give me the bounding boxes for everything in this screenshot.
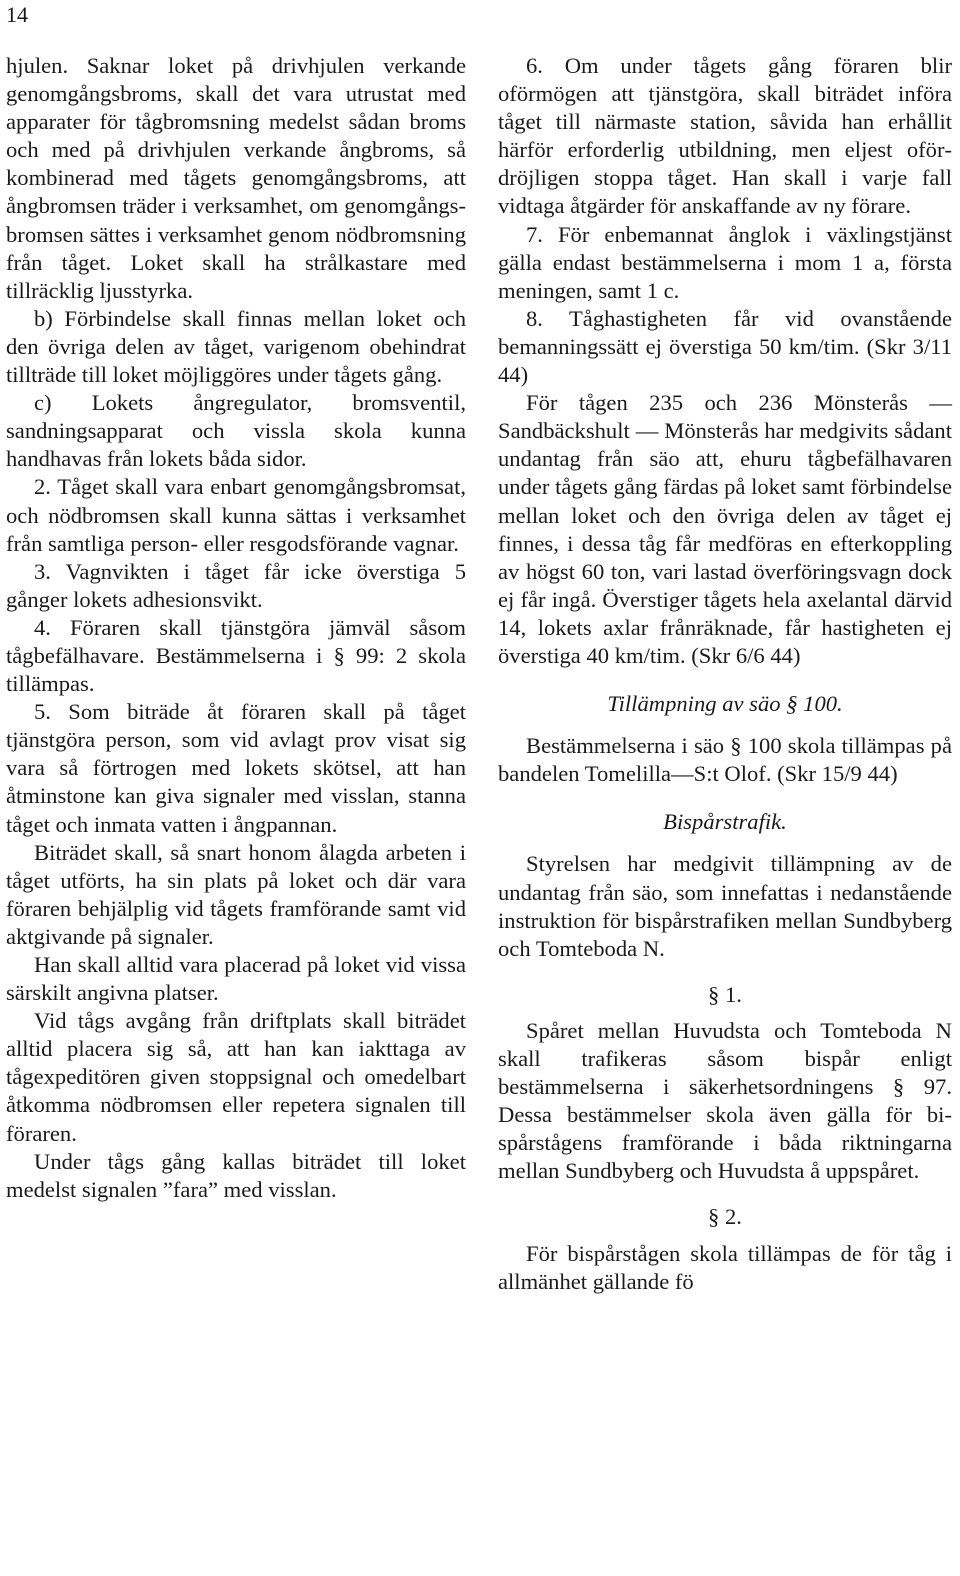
paragraph: 3. Vagnvikten i tåget får icke överstiga 5 gånger lokets adhesionsvikt. — [6, 558, 466, 612]
left-column — [6, 52, 466, 1204]
section-heading: Bispårstrafik. — [663, 809, 787, 835]
paragraph: b) Förbindelse skall finnas mellan loket och den övriga delen av tåget, varigenom obehindrat tillträde till loket möjliggöres under tågets gång. — [6, 305, 466, 388]
paragraph: För bispårstågen skola tillämpas de för tåg i allmänhet gällande fö — [498, 1240, 952, 1294]
paragraph: 7. För enbemannat ånglok i växlingstjänst gälla endast bestämmelserna i mom 1 a, första meningen, samt 1 c. — [498, 221, 952, 303]
paragraph: Under tågs gång kallas biträdet till loket medelst signalen ”fara” med visslan. — [6, 1148, 466, 1202]
paragraph: 6. Om under tågets gång föraren blir oförmögen att tjänstgöra, skall biträdet införa tåget till närmaste station, såvida han erhållit härför erforderlig utbildning, men eljest ofördröjligen stoppa tåget. Han skall i varje fall vidtaga åtgärder för anskaffande av ny förare. — [498, 53, 952, 219]
paragraph: 4. Föraren skall tjänstgöra jämväl såsom tågbefälhavare. Bestämmelserna i § 99: 2 skola tillämpas. — [6, 614, 466, 697]
section-heading: Tillämpning av säo § 100. — [607, 691, 843, 717]
paragraph: Spåret mellan Huvudsta och Tomteboda N skall trafikeras såsom bispår enligt bestämmelserna i säkerhetsordningens § 97. Dessa bestämmelser skola även gälla för bispårstågens framförande i båda riktningarna mellan Sundbyberg och Huvudsta å uppspåret. — [498, 1017, 952, 1184]
section-number: § 1. — [708, 981, 742, 1007]
paragraph: Biträdet skall, så snart honom ålagda arbeten i tåget utförts, ha sin plats på loket och där vara föraren behjälplig vid tågets framförande samt vid aktgivande på signaler. — [6, 839, 466, 949]
paragraph: Bestämmelserna i säo § 100 skola tillämpas på bandelen Tomelilla—S:t Olof. (Skr 15/9 44) — [498, 733, 952, 787]
page-number: 14 — [6, 2, 28, 27]
paragraph: hjulen. Saknar loket på drivhjulen verkande genomgångsbroms, skall det vara utrustat med apparater för tågbromsning medelst sådan broms och med på drivhjulen verkande ångbroms, så kombinerad med tågets genomgångsbroms, att ångbromsen träder i verksamhet, om genomgångsbromsen sättes i verksamhet genom nödbromsning från tåget. Loket skall ha strålkastare med tillräcklig ljusstyrka. — [6, 53, 466, 303]
paragraph: Han skall alltid vara placerad på loket vid vissa särskilt angivna platser. — [6, 952, 466, 1006]
paragraph: Vid tågs avgång från driftplats skall biträdet alltid placera sig så, att han kan iakttaga av tågexpeditören given stoppsignal och omedelbart åtkomma nödbromsen eller repetera signalen till föraren. — [6, 1008, 466, 1146]
paragraph: 2. Tåget skall vara enbart genomgångsbromsat, och nödbromsen skall kunna sättas i verksamhet från samtliga person- eller resgodsförande vagnar. — [6, 474, 466, 556]
paragraph: 8. Tåghastigheten får vid ovanstående bemanningssätt ej överstiga 50 km/tim. (Skr 3/11 44) — [498, 305, 952, 388]
section-number: § 2. — [708, 1204, 742, 1230]
paragraph: För tågen 235 och 236 Mönsterås — Sandbäckshult — Mönsterås har medgivits sådant undantag från säo att, ehuru tågbefälhavaren under tågets gång färdas på loket samt förbindelse mellan loket och den övriga delen av tåget ej finnes, i dessa tåg får medföras en efterkoppling av högst 60 ton, vari lastad överföringsvagn dock ej får ingå. Överstiger tågets hela axelantal därvid 14, lokets axlar frånräknade, får hastigheten ej överstiga 40 km/tim. (Skr 6/6 44) — [498, 390, 952, 668]
paragraph: c) Lokets ångregulator, bromsventil, sandningsapparat och vissla skola kunna handhavas från lokets båda sidor. — [6, 390, 466, 472]
right-column — [498, 52, 952, 1296]
paragraph: Styrelsen har medgivit tillämpning av de undantag från säo, som innefattas i nedanstående instruktion för bispårstrafiken mellan Sundbyberg och Tomteboda N. — [498, 851, 952, 961]
paragraph: 5. Som biträde åt föraren skall på tåget tjänstgöra person, som vid avlagt prov visat sig vara så förtrogen med lokets skötsel, att han åtminstone kan giva signaler med visslan, stanna tåget och inmata vatten i ångpannan. — [6, 699, 466, 837]
